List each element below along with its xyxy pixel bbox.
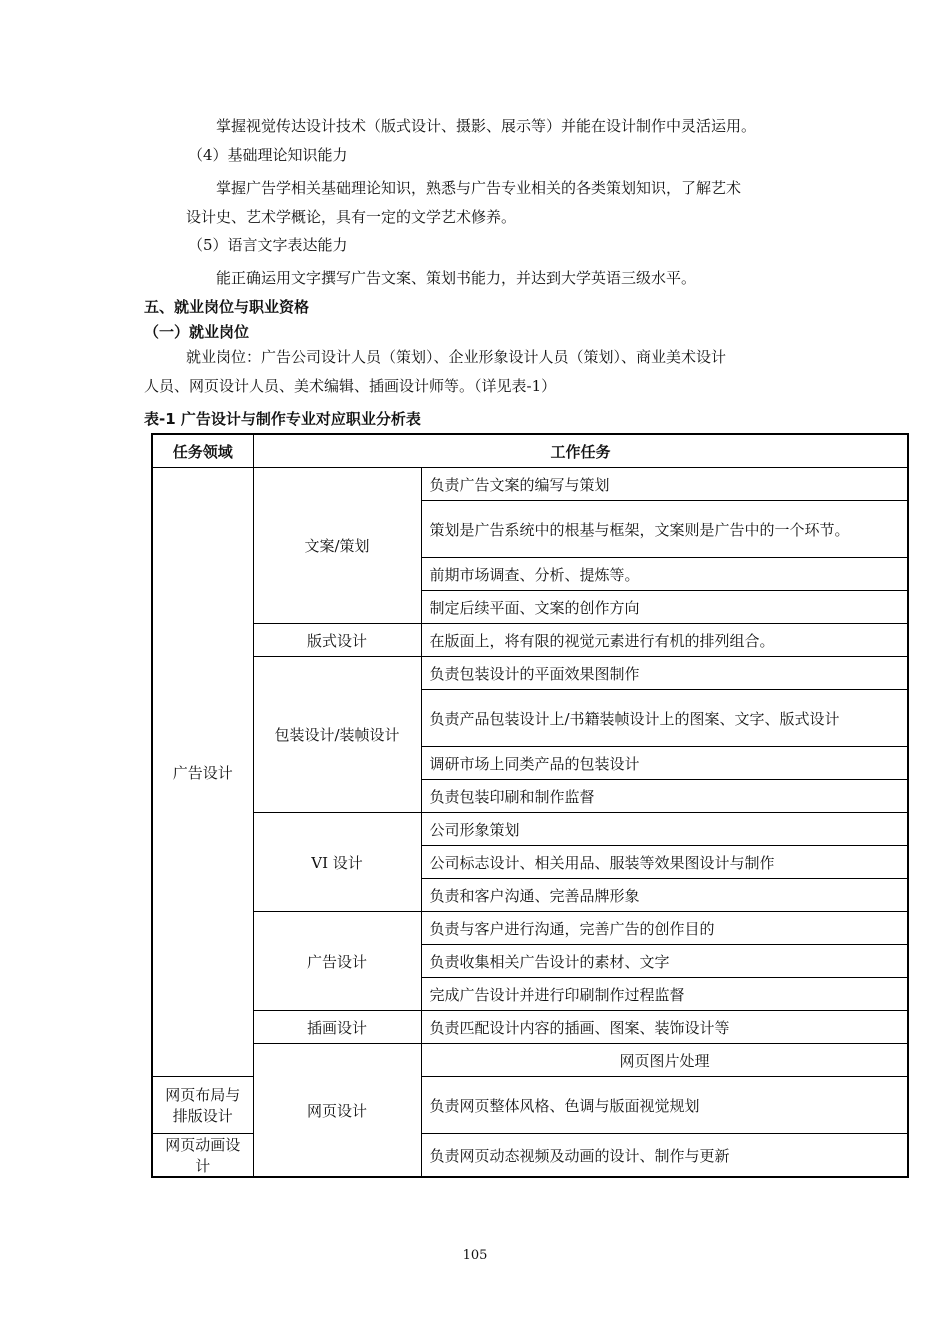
task-cell: 完成广告设计并进行印刷制作过程监督 [421, 978, 908, 1011]
domain-cell: 广告设计 [152, 468, 253, 1077]
task-cell: 在版面上，将有限的视觉元素进行有机的排列组合。 [421, 624, 908, 657]
paragraph-theory-line2: 设计史、艺术学概论，具有一定的文学艺术修养。 [186, 208, 517, 226]
task-cell: 公司标志设计、相关用品、服装等效果图设计与制作 [421, 846, 908, 879]
task-cell: 负责收集相关广告设计的素材、文字 [421, 945, 908, 978]
employment-line1: 就业岗位：广告公司设计人员（策划）、企业形象设计人员（策划）、商业美术设计 [186, 348, 727, 366]
section-heading: 五、就业岗位与职业资格 [144, 298, 310, 316]
page-number: 105 [462, 1248, 488, 1263]
occupation-table [151, 433, 907, 1178]
table-caption: 表-1 广告设计与制作专业对应职业分析表 [144, 410, 421, 428]
heading-language-ability: （5）语言文字表达能力 [188, 236, 348, 254]
item-cell: 网页动画设计 [152, 1134, 253, 1178]
task-cell: 负责和客户沟通、完善品牌形象 [421, 879, 908, 912]
header-tasks: 工作任务 [253, 434, 908, 468]
item-cell: VI 设计 [253, 813, 421, 912]
item-cell: 广告设计 [253, 912, 421, 1011]
task-cell: 前期市场调查、分析、提炼等。 [421, 558, 908, 591]
task-cell: 负责广告文案的编写与策划 [421, 468, 908, 501]
task-cell: 负责与客户进行沟通，完善广告的创作目的 [421, 912, 908, 945]
task-cell: 调研市场上同类产品的包装设计 [421, 747, 908, 780]
task-cell: 负责产品包装设计上/书籍装帧设计上的图案、文字、版式设计 [421, 690, 908, 747]
task-cell: 策划是广告系统中的根基与框架，文案则是广告中的一个环节。 [421, 501, 908, 558]
heading-theory-ability: （4）基础理论知识能力 [188, 146, 348, 164]
header-domain: 任务领域 [152, 434, 253, 468]
item-cell: 网页图片处理 [421, 1044, 908, 1077]
task-cell: 制定后续平面、文案的创作方向 [421, 591, 908, 624]
task-cell: 负责网页动态视频及动画的设计、制作与更新 [421, 1134, 908, 1178]
task-cell: 公司形象策划 [421, 813, 908, 846]
employment-line2: 人员、网页设计人员、美术编辑、插画设计师等。（详见表-1） [144, 377, 557, 395]
task-cell: 负责匹配设计内容的插画、图案、装饰设计等 [421, 1011, 908, 1044]
item-cell: 文案/策划 [253, 468, 421, 624]
task-cell: 负责包装设计的平面效果图制作 [421, 657, 908, 690]
section-subheading: （一）就业岗位 [144, 323, 250, 341]
paragraph-theory-line1: 掌握广告学相关基础理论知识，熟悉与广告专业相关的各类策划知识，了解艺术 [216, 179, 742, 197]
paragraph-language: 能正确运用文字撰写广告文案、策划书能力，并达到大学英语三级水平。 [216, 269, 697, 287]
item-cell: 包装设计/装帧设计 [253, 657, 421, 813]
domain-cell: 网页设计 [253, 1044, 421, 1178]
task-cell: 负责网页整体风格、色调与版面视觉规划 [421, 1077, 908, 1134]
item-cell: 版式设计 [253, 624, 421, 657]
task-cell: 负责包装印刷和制作监督 [421, 780, 908, 813]
item-cell: 网页布局与排版设计 [152, 1077, 253, 1134]
item-cell: 插画设计 [253, 1011, 421, 1044]
paragraph-visual-design: 掌握视觉传达设计技术（版式设计、摄影、展示等）并能在设计制作中灵活运用。 [216, 117, 757, 135]
